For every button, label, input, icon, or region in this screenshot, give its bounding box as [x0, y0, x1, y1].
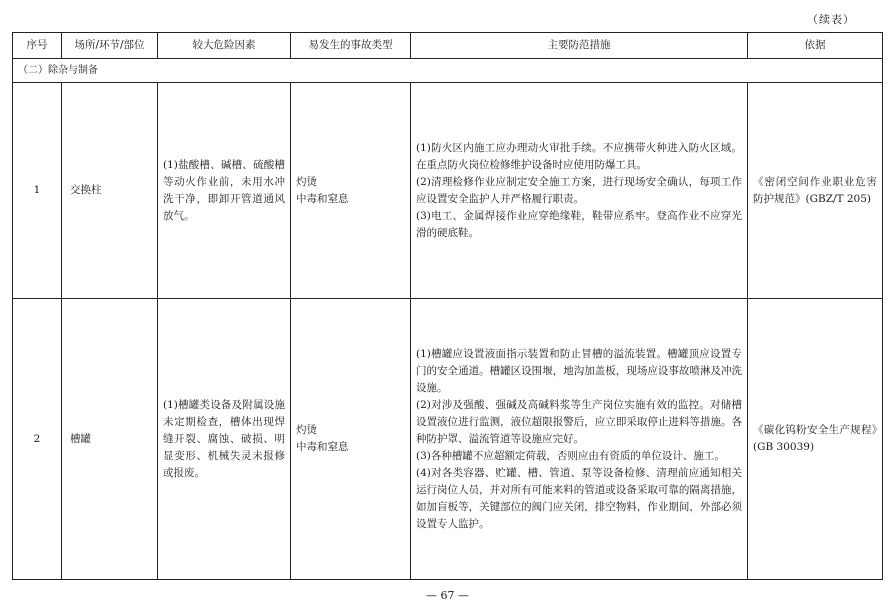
- accident-type: 中毒和窒息: [296, 192, 349, 205]
- row-accident: [291, 83, 411, 299]
- measure-item: (1)槽罐应设置液面指示装置和防止冒槽的溢流装置。槽罐顶应设置专门的安全通道。槽罐区设围堰，地沟加盖板，现场应设事故喷淋及冲洗设施。: [416, 347, 742, 394]
- measure-item: (2)对涉及强酸、强碱及高碱料浆等生产岗位实施有效的监控。对储槽设置液位进行监测，液位超限报警后，应立即采取停止进料等措施。各种防护罩、溢流管道等设施应完好。: [416, 398, 742, 445]
- header-num: 序号: [13, 33, 62, 59]
- accident-type: 中毒和窒息: [296, 441, 349, 453]
- row-site: 交换柱: [62, 83, 158, 299]
- row-measures: [411, 299, 748, 580]
- header-accident: 易发生的事故类型: [291, 33, 411, 59]
- row-risk: (1)槽罐类设备及附属设施未定期检查，槽体出现焊缝开裂、腐蚀、破损、明显变形、机械失灵未报修或报废。: [158, 299, 291, 580]
- header-site: 场所/环节/部位: [62, 33, 158, 59]
- row-basis: 《密闭空间作业职业危害防护规范》(GBZ/T 205): [748, 83, 883, 299]
- measure-item: (2)清理检修作业应制定安全施工方案，进行现场安全确认，每项工作应设置安全监护人并严格履行职责。: [416, 175, 742, 205]
- row-accident: [291, 299, 411, 580]
- accident-type: 灼烫: [296, 175, 317, 188]
- measure-item: (3)电工、金属焊接作业应穿绝缘鞋，鞋带应系牢。登高作业不应穿光滑的硬底鞋。: [416, 209, 742, 239]
- row-risk: (1)盐酸槽、碱槽、硫酸槽等动火作业前，未用水冲洗干净，即卸开管道通风放气。: [158, 83, 291, 299]
- measure-item: (1)防火区内施工应办理动火审批手续。不应携带火种进入防火区域。在重点防火岗位检修维护设备时应使用防爆工具。: [416, 141, 742, 171]
- section-title: （二）除杂与制备: [13, 59, 883, 83]
- hazard-table: [12, 32, 883, 580]
- row-site: 槽罐: [62, 299, 158, 580]
- table-row: [13, 299, 883, 580]
- page-number: — 67 —: [426, 589, 469, 602]
- continued-label: （续表）: [807, 13, 855, 26]
- table-header-row: [13, 33, 883, 59]
- measure-item: (3)各种槽罐不应超额定荷载，否则应由有资质的单位设计、施工。: [416, 449, 725, 462]
- section-row: [13, 59, 883, 83]
- header-measures: 主要防范措施: [411, 33, 748, 59]
- row-measures: [411, 83, 748, 299]
- row-basis: 《碳化钨粉安全生产规程》(GB 30039): [748, 299, 883, 580]
- row-num: 1: [13, 83, 62, 299]
- measure-item: (4)对各类容器、贮罐、槽、管道、泵等设备检修、清理前应通知相关运行岗位人员，并对所有可能来料的管道或设备采取可靠的隔离措施，如加盲板等，关键部位的阀门应关闭，排空物料，作业期间，外部必须设置专人监护。: [416, 466, 742, 530]
- header-risk: 较大危险因素: [158, 33, 291, 59]
- table-row: [13, 83, 883, 299]
- row-num: 2: [13, 299, 62, 580]
- header-basis: 依据: [748, 33, 883, 59]
- accident-type: 灼烫: [296, 424, 317, 436]
